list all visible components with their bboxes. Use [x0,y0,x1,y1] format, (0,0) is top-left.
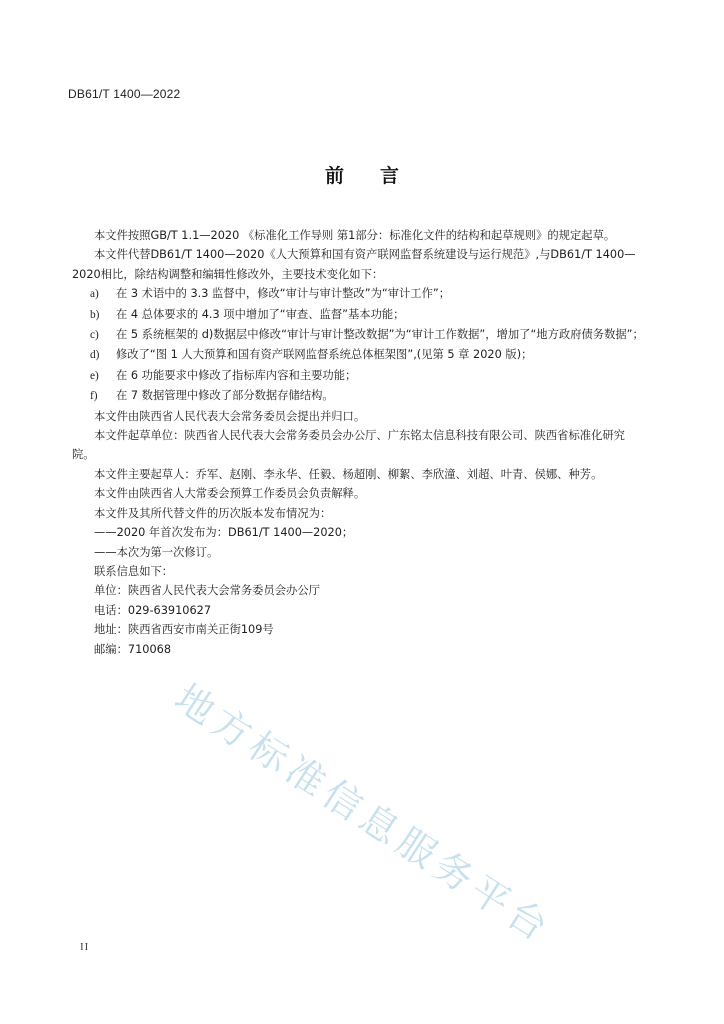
list-item [72,366,644,386]
paragraph-interpretation: 本文件由陕西省人大常委会预算工作委员会负责解释。 [94,487,366,501]
paragraph-drafting-units: 本文件起草单位：陕西省人民代表大会常务委员会办公厅、广东铭太信息科技有限公司、陕西省标准化研究院。 [72,429,625,462]
list-marker: b) [90,308,100,321]
list-marker: d) [90,349,100,362]
list-item [72,305,644,325]
list-item [72,345,644,365]
list-marker: f) [90,390,98,403]
list-item [72,284,644,304]
list-item [72,386,644,406]
contact-address: 地址：陕西省西安市南关正街109号 [94,623,274,637]
page-number: II [80,941,90,953]
contact-phone: 电话：029-63910627 [94,603,212,617]
contact-postcode: 邮编：710068 [94,642,172,656]
list-marker: e) [90,369,99,382]
paragraph-history-intro: 本文件及其所代替文件的历次版本发布情况为： [94,506,332,520]
list-item-text: 修改了“图 1 人大预算和国有资产联网监督系统总体框架图”,(见第 5 章 2020 版)； [116,348,533,362]
contact-heading: 联系信息如下： [94,564,174,578]
contact-unit: 单位：陕西省人民代表大会常务委员会办公厅 [94,584,320,598]
list-item-text: 在 3 术语中的 3.3 监督中，修改“审计与审计整改”为“审计工作”； [116,287,451,301]
document-code: DB61/T 1400—2022 [68,87,181,101]
list-item-text: 在 4 总体要求的 4.3 项中增加了“审查、监督”基本功能； [116,307,405,321]
list-marker: c) [90,329,99,342]
paragraph-replacement: 本文件代替DB61/T 1400—2020《人大预算和国有资产联网监督系统建设与运行规范》,与DB61/T 1400—2020相比，除结构调整和编辑性修改外，主要技术变化如下： [72,248,636,281]
paragraph-drafting-basis: 本文件按照GB/T 1.1—2020 《标准化工作导则 第1部分：标准化文件的结构和起草规则》的规定起草。 [94,229,616,242]
list-item-text: 在 7 数据管理中修改了部分数据存储结构。 [116,389,334,403]
watermark: 地方标准信息服务平台 [167,675,561,953]
paragraph-drafters: 本文件主要起草人：乔军、赵刚、李永华、任毅、杨超刚、柳絮、李欣潼、刘超、叶青、侯娜、种芳。 [94,467,603,481]
history-item: ——2020 年首次发布为：DB61/T 1400—2020； [94,526,354,540]
page-title: 前言 [324,165,435,187]
history-item: ——本次为第一次修订。 [94,545,219,559]
list-item [72,325,644,345]
list-item-text: 在 6 功能要求中修改了指标库内容和主要功能； [116,368,357,382]
list-item-text: 在 5 系统框架的 d)数据层中修改“审计与审计整改数据”为“审计工作数据”，增加了“地方政府债务数据”； [116,328,644,342]
paragraph-proposer: 本文件由陕西省人民代表大会常务委员会提出并归口。 [94,409,366,423]
document-body [72,226,644,659]
list-marker: a) [90,288,99,301]
